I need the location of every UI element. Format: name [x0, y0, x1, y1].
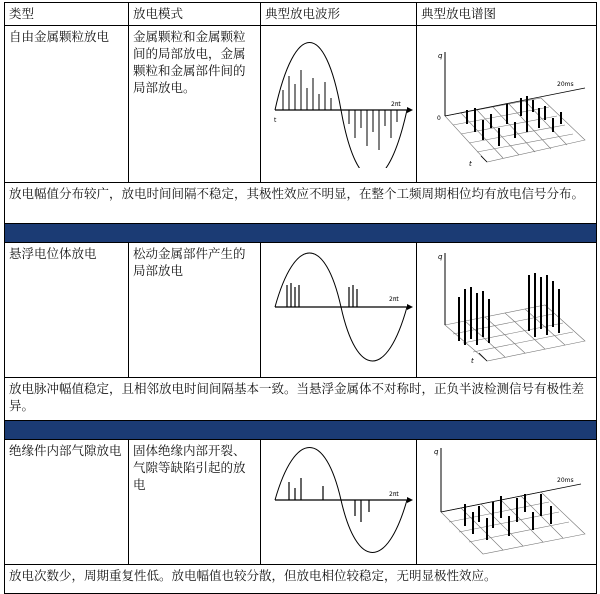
axis-arrow: [407, 497, 413, 503]
type-cell: 绝缘件内部气隙放电: [5, 440, 129, 565]
header-prpd: [417, 3, 597, 26]
wave-end-label: 2πt: [389, 296, 399, 303]
type-cell: 悬浮电位体放电: [5, 243, 129, 378]
separator-row: [5, 224, 597, 243]
header-wave: [261, 3, 417, 26]
axis-arrow: [407, 304, 413, 310]
wave-cell: [261, 26, 417, 183]
separator-bar: [5, 421, 597, 440]
prpd-t-label: t: [469, 160, 472, 168]
header-type: [5, 3, 129, 26]
prpd-right-label: 20ms: [557, 81, 574, 88]
header-prpd-label: 典型放电谱图: [421, 6, 497, 21]
prpd-cell: [417, 243, 597, 378]
waveform-figure: [265, 245, 415, 365]
table-row: [5, 440, 597, 565]
prpd-figure: [421, 28, 597, 168]
prpd-cell: [417, 440, 597, 565]
description-cell: 放电脉冲幅值稳定，且相邻放电时间间隔基本一致。当悬浮金属体不对称时，正负半波检测信号有极性差异。: [5, 378, 597, 421]
prpd-figure: [421, 245, 597, 365]
wave-cell: [261, 243, 417, 378]
mode-cell: 金属颗粒和金属颗粒间的局部放电，金属颗粒和金属部件间的局部放电。: [129, 26, 261, 183]
separator-row: [5, 421, 597, 440]
header-wave-label: 典型放电波形: [265, 6, 341, 21]
prpd-q-label: q: [438, 253, 443, 261]
description-row: [5, 183, 597, 224]
header-row: [5, 3, 597, 26]
discharge-table: [4, 2, 597, 594]
prpd-q-label: q: [434, 448, 439, 456]
header-mode-label: 放电模式: [133, 6, 184, 21]
header-mode: [129, 3, 261, 26]
description-cell: 放电幅值分布较广，放电时间间隔不稳定，其极性效应不明显，在整个工频周期相位均有放电信号分布。: [5, 183, 597, 224]
prpd-q-label: q: [438, 52, 443, 60]
description-row: [5, 378, 597, 421]
prpd-cell: [417, 26, 597, 183]
description-cell: 放电次数少，周期重复性低。放电幅值也较分散，但放电相位较稳定，无明显极性效应。: [5, 565, 597, 594]
axis-arrow: [407, 107, 413, 113]
prpd-zero-label: 0: [437, 115, 441, 122]
wave-end-label: 2πt: [389, 491, 399, 498]
separator-bar: [5, 224, 597, 243]
prpd-t-label: t: [471, 357, 474, 365]
mode-cell: 松动金属部件产生的局部放电: [129, 243, 261, 378]
phase-axis: [441, 484, 581, 512]
header-type-label: 类型: [9, 6, 35, 21]
waveform-figure: [265, 442, 415, 558]
wave-origin-label: t: [274, 117, 277, 124]
prpd-figure: [421, 442, 597, 558]
wave-cell: [261, 440, 417, 565]
table-row: [5, 26, 597, 183]
table-row: [5, 243, 597, 378]
mode-cell: 固体绝缘内部开裂、气隙等缺陷引起的放电: [129, 440, 261, 565]
prpd-right-label: 20ms: [557, 477, 574, 484]
type-cell: 自由金属颗粒放电: [5, 26, 129, 183]
wave-end-label: 2πt: [391, 101, 401, 108]
page: [4, 2, 596, 594]
description-row: [5, 565, 597, 594]
waveform-figure: [265, 28, 415, 168]
